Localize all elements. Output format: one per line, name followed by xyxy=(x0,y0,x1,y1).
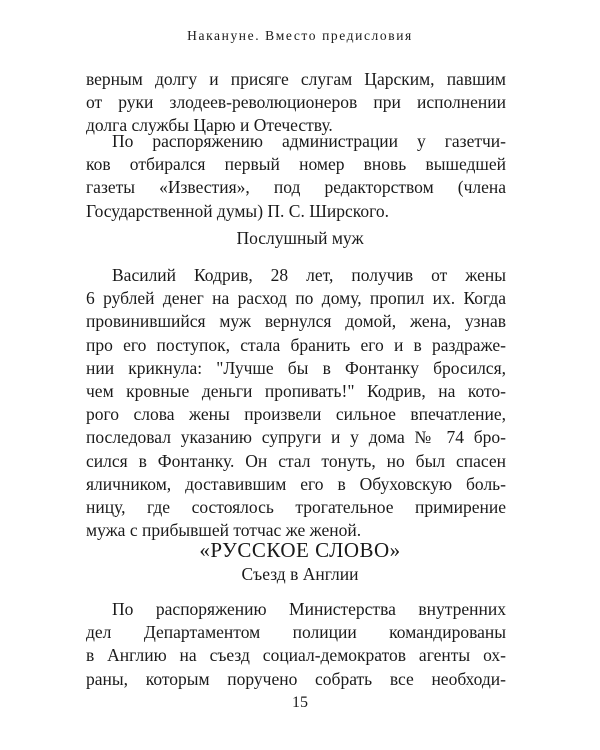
text-line: 6 рублей денег на расход по дому, пропил их. Когда xyxy=(86,288,506,309)
running-head: Накануне. Вместо предисловия xyxy=(187,28,413,43)
text-line: По распоряжению Министерства внутренних xyxy=(112,599,506,619)
text-line: чем кровные деньги пропивать!" Кодрив, на кото- xyxy=(86,381,506,402)
text-line: дел Департаментом полиции командированы xyxy=(86,622,506,643)
paragraph-3 xyxy=(86,264,506,542)
text-line: нии крикнула: "Лучше бы в Фонтанку бросился, xyxy=(86,357,506,378)
paragraph-2 xyxy=(86,130,506,223)
paragraph-4 xyxy=(86,598,506,691)
newspaper-heading: «РУССКОЕ СЛОВО» xyxy=(199,538,401,562)
text-line: Василий Кодрив, 28 лет, получив от жены xyxy=(112,265,506,285)
paragraph-1 xyxy=(86,68,506,138)
text-line: верным долгу и присяге слугам Царским, павшим xyxy=(86,69,506,89)
text-line: рого слова жены произвели сильное впечатление, xyxy=(86,404,506,425)
text-line: сился в Фонтанку. Он стал тонуть, но был спасен xyxy=(86,450,506,471)
text-line: ков отбирался первый номер вновь вышедшей xyxy=(86,154,506,175)
text-line: раны, которым поручено собрать все необходи- xyxy=(86,668,506,689)
text-line: По распоряжению администрации у газетчи- xyxy=(112,131,506,151)
page-number: 15 xyxy=(292,694,308,711)
text-line: последовал указанию супруги и у дома № 74 бро- xyxy=(86,427,506,448)
text-line: провинившийся муж вернулся домой, жена, узнав xyxy=(86,311,506,332)
text-line: Государственной думы) П. С. Ширского. xyxy=(86,200,389,221)
section-heading: Послушный муж xyxy=(236,228,364,248)
text-line: мужа с прибывшей тотчас же женой. xyxy=(86,520,362,541)
text-line: яличником, доставившим его в Обуховскую боль- xyxy=(86,473,506,494)
text-line: от руки злодеев-революционеров при исполнении xyxy=(86,92,506,113)
text-line: долга службы Царю и Отечеству. xyxy=(86,115,333,136)
text-line: газеты «Известия», под редакторством (члена xyxy=(86,177,506,198)
text-line: про его поступок, стала бранить его и в раздраже- xyxy=(86,334,506,355)
text-line: ницу, где состоялось трогательное примирение xyxy=(86,497,506,518)
text-line: в Англию на съезд социал-демократов агенты ох- xyxy=(86,645,506,666)
section-subheading: Съезд в Англии xyxy=(241,564,359,584)
